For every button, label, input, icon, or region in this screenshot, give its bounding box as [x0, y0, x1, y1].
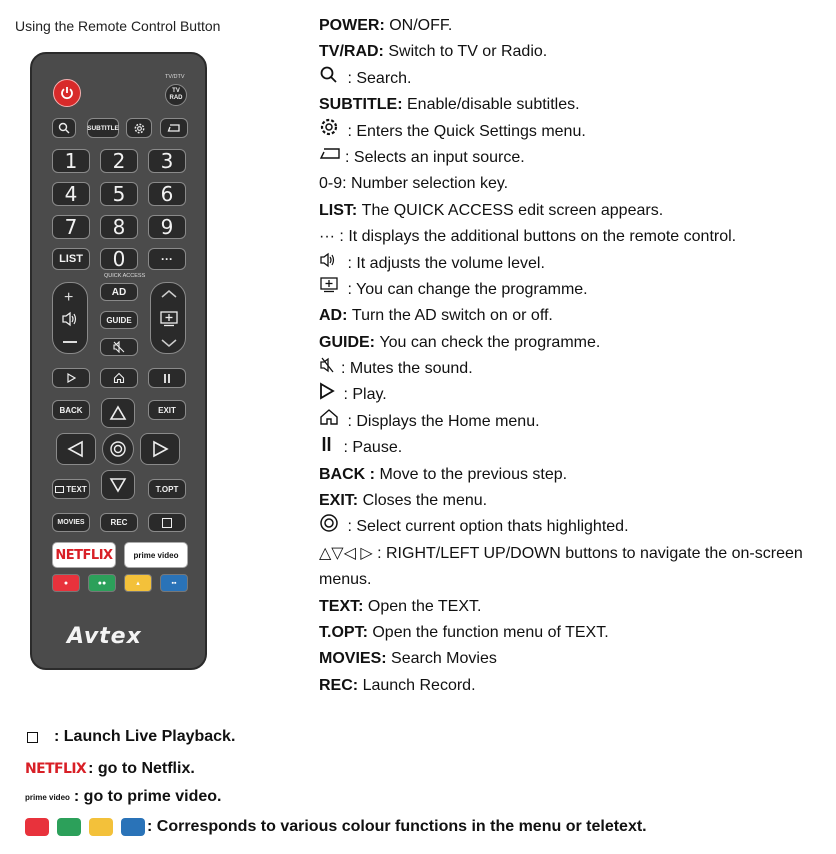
legend-text: : Selects an input source. [345, 148, 525, 166]
netflix-logo: NETFLIX [25, 761, 87, 777]
legend-text: Open the function menu of TEXT. [367, 624, 609, 642]
list-button[interactable]: LIST [52, 248, 90, 270]
quick-access-label: QUICK ACCESS [104, 273, 146, 279]
back-button[interactable]: BACK [52, 400, 90, 420]
legend-row [319, 39, 829, 65]
legend-key: T.OPT: [319, 624, 368, 642]
search-button[interactable] [52, 118, 76, 138]
up-arrow-icon [109, 405, 127, 421]
legend-text: Open the TEXT. [363, 597, 482, 615]
legend-text: : Mutes the sound. [341, 360, 473, 378]
legend-text: You can check the programme. [375, 333, 601, 351]
number-button-4[interactable]: 4 [52, 182, 90, 206]
legend-key: TEXT: [319, 597, 364, 615]
settings-icon [133, 122, 146, 135]
number-button-5[interactable]: 5 [100, 182, 138, 206]
legend-row [319, 224, 829, 250]
number-button-2[interactable]: 2 [100, 149, 138, 173]
legend-row [319, 646, 829, 672]
red-button[interactable]: ● [52, 574, 80, 592]
ok-icon [319, 513, 339, 542]
volume-icon [319, 251, 339, 277]
down-button[interactable] [101, 470, 135, 500]
legend-row [319, 435, 829, 461]
legend-key: POWER: [319, 17, 385, 34]
legend-text: Launch Record. [358, 676, 476, 694]
legend-row [319, 171, 829, 197]
number-button-9[interactable]: 9 [148, 215, 186, 239]
number-button-8[interactable]: 8 [100, 215, 138, 239]
legend-text: : Play. [339, 386, 387, 404]
legend-text: △▽◁ ▷ : RIGHT/LEFT UP/DOWN buttons to navigate the on-screen menus. [319, 544, 808, 589]
legend-text: Closes the menu. [358, 492, 488, 510]
colour-text: : Corresponds to various colour functions in the menu or teletext. [147, 818, 647, 835]
legend-row [319, 541, 829, 594]
red-swatch [25, 818, 49, 836]
legend-key: REC: [319, 676, 359, 694]
button-legend [319, 13, 829, 699]
legend-text: 0-9: Number selection key. [319, 175, 509, 193]
green-button[interactable]: ●● [88, 574, 116, 592]
power-icon [59, 85, 75, 101]
legend-text: Search Movies [386, 650, 497, 668]
legend-key: TV/RAD: [319, 43, 384, 61]
live-playback-button[interactable] [148, 513, 186, 532]
legend-row [319, 13, 829, 39]
number-button-3[interactable]: 3 [148, 149, 186, 173]
minus-icon [63, 341, 77, 343]
live-playback-text: : Launch Live Playback. [54, 728, 236, 745]
legend-row [319, 620, 829, 646]
tv-rad-button[interactable]: TV RAD [165, 84, 187, 106]
programme-icon [319, 276, 339, 303]
page-title: Using the Remote Control Button [15, 18, 221, 34]
home-icon [113, 372, 125, 384]
input-icon [319, 145, 341, 171]
legend-prime [25, 788, 221, 806]
guide-button[interactable]: GUIDE [100, 311, 138, 329]
legend-key: GUIDE: [319, 333, 375, 351]
right-arrow-icon [151, 440, 169, 458]
legend-row [319, 673, 829, 699]
legend-row [319, 198, 829, 224]
green-swatch [57, 818, 81, 836]
blue-button[interactable]: ▪▪ [160, 574, 188, 592]
legend-text: : Select current option thats highlighted. [343, 518, 629, 536]
legend-text: : Search. [343, 69, 412, 87]
legend-text: Enable/disable subtitles. [402, 96, 580, 114]
netflix-button[interactable]: NETFLIX [52, 542, 116, 568]
rec-button[interactable]: REC [100, 513, 138, 532]
up-chevron-icon [160, 289, 178, 299]
down-chevron-icon [160, 338, 178, 348]
number-button-7[interactable]: 7 [52, 215, 90, 239]
legend-text: Turn the AD switch on or off. [347, 307, 553, 325]
legend-key: SUBTITLE: [319, 96, 403, 114]
settings-icon [319, 117, 339, 146]
legend-text: The QUICK ACCESS edit screen appears. [357, 201, 664, 219]
legend-text: Switch to TV or Radio. [383, 43, 548, 61]
yellow-button[interactable]: ▴ [124, 574, 152, 592]
legend-netflix [25, 760, 195, 778]
left-arrow-icon [67, 440, 85, 458]
subtitle-button[interactable]: SUBTITLE [87, 118, 119, 138]
home-icon [319, 408, 339, 435]
pause-icon [319, 435, 335, 462]
volume-icon [61, 311, 79, 327]
legend-row [319, 409, 829, 435]
legend-row [319, 356, 829, 382]
yellow-swatch [89, 818, 113, 836]
legend-row [319, 594, 829, 620]
legend-text: Move to the previous step. [375, 465, 568, 483]
input-button[interactable] [160, 118, 188, 138]
play-button[interactable] [52, 368, 90, 388]
square-icon [162, 518, 172, 528]
left-button[interactable] [56, 433, 96, 465]
legend-row [319, 66, 829, 92]
ad-button[interactable]: AD [100, 283, 138, 301]
ok-button[interactable] [102, 433, 134, 465]
legend-text: ··· : It displays the additional buttons on the remote control. [319, 228, 737, 246]
prime-text: : go to prime video. [73, 788, 222, 805]
legend-text: : Pause. [339, 439, 403, 457]
legend-key: LIST: [319, 201, 358, 219]
legend-row [319, 303, 829, 329]
prime-video-button[interactable]: prime video [124, 542, 188, 568]
legend-key: EXIT: [319, 492, 359, 510]
legend-key: MOVIES: [319, 650, 387, 668]
legend-row [319, 514, 829, 540]
settings-button[interactable] [126, 118, 152, 138]
teletext-icon [55, 486, 64, 493]
legend-row [319, 382, 829, 408]
text-button[interactable] [52, 479, 90, 499]
prime-video-logo: prime video [25, 792, 70, 802]
programme-icon [160, 311, 178, 327]
legend-text: : Enters the Quick Settings menu. [343, 122, 586, 140]
legend-text: ON/OFF. [384, 17, 453, 34]
programme-rocker[interactable] [150, 282, 186, 354]
search-icon [58, 122, 70, 134]
pause-button[interactable] [148, 368, 186, 388]
mute-icon [113, 341, 125, 353]
ok-icon [109, 440, 127, 458]
play-icon [66, 373, 76, 383]
down-arrow-icon [109, 477, 127, 493]
legend-row [319, 488, 829, 514]
legend-row [319, 92, 829, 118]
remote-control [30, 52, 207, 670]
search-icon [319, 65, 339, 92]
square-icon [27, 732, 38, 743]
text-button-label: TEXT [66, 484, 87, 494]
up-button[interactable] [101, 398, 135, 428]
pause-icon [162, 373, 172, 384]
brand-logo: Avtex [67, 624, 142, 649]
legend-row [319, 462, 829, 488]
legend-row [319, 330, 829, 356]
mute-button[interactable] [100, 338, 138, 356]
legend-row [319, 251, 829, 277]
number-button-6[interactable]: 6 [148, 182, 186, 206]
plus-icon: + [64, 289, 74, 306]
home-button[interactable] [100, 368, 138, 388]
number-button-1[interactable]: 1 [52, 149, 90, 173]
legend-text: : It adjusts the volume level. [343, 254, 545, 272]
exit-button[interactable]: EXIT [148, 400, 186, 420]
legend-row [319, 277, 829, 303]
netflix-text: : go to Netflix. [88, 760, 195, 777]
blue-swatch [121, 818, 145, 836]
legend-row [319, 119, 829, 145]
legend-key: AD: [319, 307, 348, 325]
play-icon [319, 382, 335, 409]
legend-colour-buttons [25, 818, 647, 836]
more-button[interactable]: ··· [148, 248, 186, 270]
input-icon [167, 123, 181, 134]
right-button[interactable] [140, 433, 180, 465]
legend-live-playback [25, 728, 235, 746]
legend-text: : Displays the Home menu. [343, 412, 540, 430]
number-button-0[interactable]: 0 [100, 248, 138, 270]
legend-row [319, 145, 829, 171]
power-button[interactable] [53, 79, 81, 107]
volume-rocker[interactable] [52, 282, 88, 354]
legend-text: : You can change the programme. [343, 280, 588, 298]
topt-button[interactable]: T.OPT [148, 479, 186, 499]
mute-icon [319, 356, 337, 383]
movies-button[interactable]: MOVIES [52, 513, 90, 532]
tv-rad-top-label: TV/DTV [165, 74, 185, 80]
legend-key: BACK : [319, 465, 375, 483]
